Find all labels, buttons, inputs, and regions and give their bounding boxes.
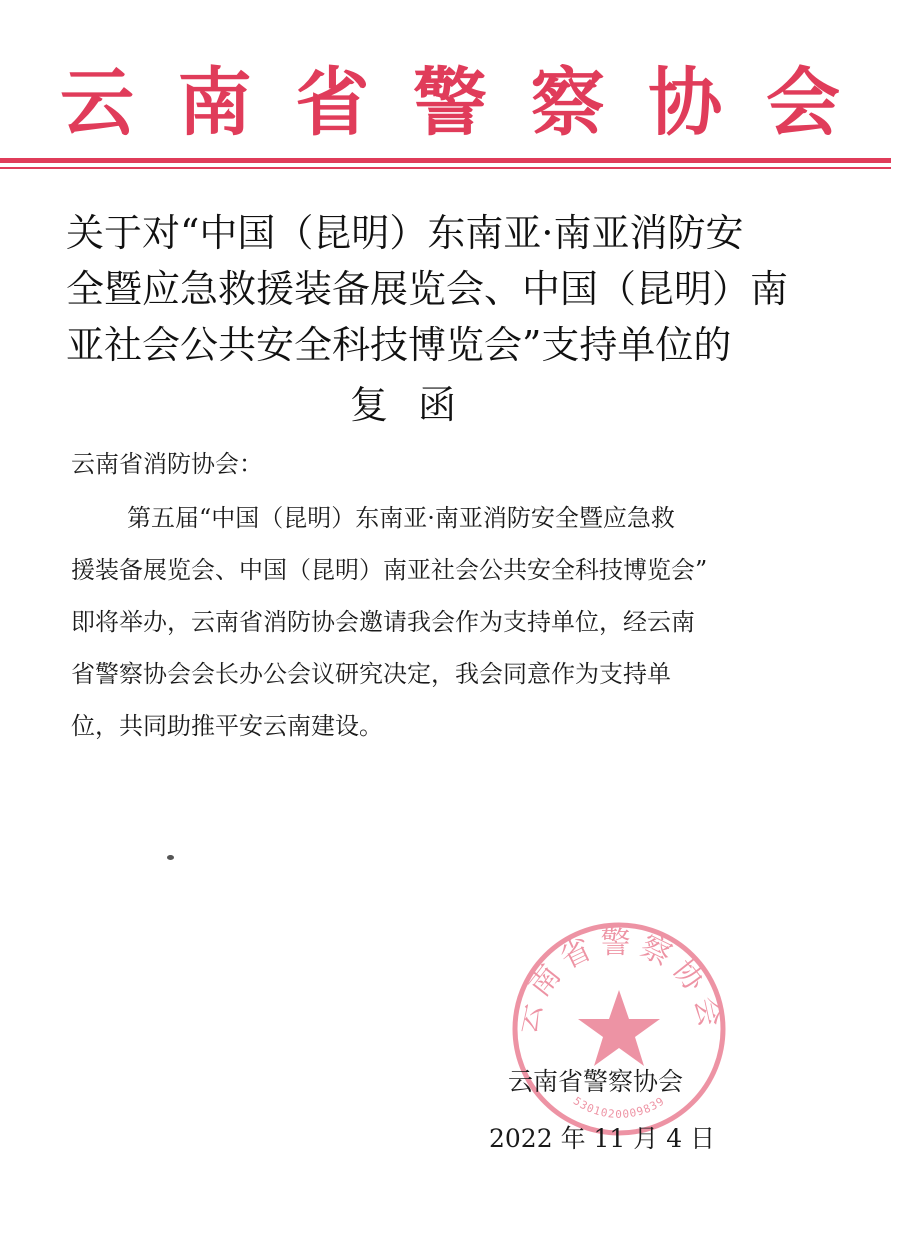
scan-speck [167, 855, 174, 860]
body-line: 援装备展览会、中国（昆明）南亚社会公共安全科技博览会” [71, 556, 708, 584]
official-seal [508, 918, 730, 1140]
body-line: 位，共同助推平安云南建设。 [71, 712, 383, 740]
signature-date: 2022 年 11 月 4 日 [489, 1124, 716, 1153]
document-title [66, 205, 836, 373]
body-line: 第五届“中国（昆明）东南亚·南亚消防安全暨应急救 [127, 504, 675, 532]
document-subtitle: 复函 [350, 383, 487, 427]
signature-organization: 云南省警察协会 [508, 1067, 684, 1096]
title-line: 关于对“中国（昆明）东南亚·南亚消防安 [66, 211, 744, 255]
title-line: 全暨应急救援装备展览会、中国（昆明）南 [66, 267, 789, 311]
letterhead-char: 警 [412, 60, 487, 146]
letterhead-char: 会 [765, 60, 840, 146]
letterhead-char: 南 [177, 60, 252, 146]
letterhead-char: 协 [648, 60, 723, 146]
letterhead-char: 省 [295, 60, 370, 146]
letterhead [60, 58, 840, 148]
salutation: 云南省消防协会： [71, 450, 263, 478]
letterhead-char: 察 [530, 60, 605, 146]
letterhead-rule-thick [0, 158, 891, 163]
seal-star-icon [578, 990, 660, 1066]
body-line: 省警察协会会长办公会议研究决定，我会同意作为支持单 [71, 660, 671, 688]
letterhead-rule-thin [0, 167, 891, 169]
seal-code: 5301020009839 [570, 1094, 668, 1121]
letterhead-char: 云 [60, 60, 134, 146]
body-line: 即将举办，云南省消防协会邀请我会作为支持单位，经云南 [71, 608, 695, 636]
title-line: 亚社会公共安全科技博览会”支持单位的 [66, 323, 732, 367]
seal-ring-text: 云南省警察协会 [508, 925, 730, 1038]
